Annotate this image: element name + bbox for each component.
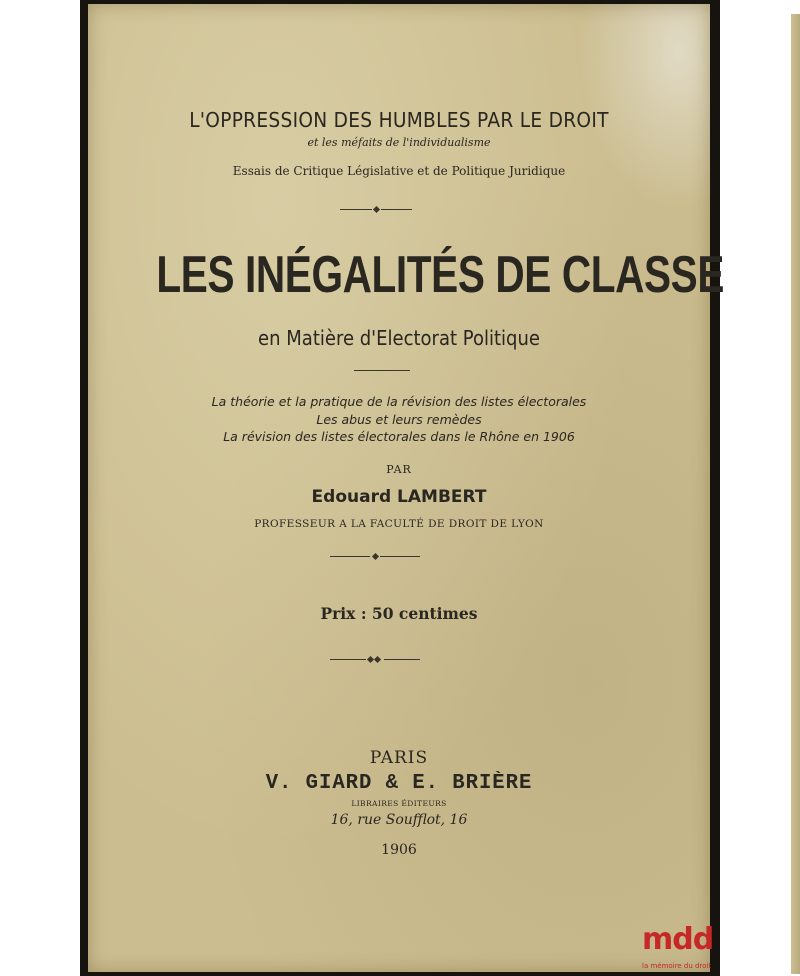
by-label: PAR	[386, 463, 412, 476]
logo-mark: mdd	[642, 922, 714, 957]
logo-caption: la mémoire du droit	[642, 962, 712, 970]
author-name: Edouard LAMBERT	[311, 487, 487, 507]
book-cover	[88, 4, 724, 972]
series-subtitle: et les méfaits de l'individualisme	[307, 136, 491, 149]
topic-line: La révision des listes électorales dans le Rhône en 1906	[223, 429, 575, 444]
ornament-rule-1	[340, 206, 412, 214]
series-title: L'OPPRESSION DES HUMBLES PAR LE DROIT	[189, 108, 609, 132]
series-essais: Essais de Critique Législative et de Politique Juridique	[232, 164, 566, 178]
main-title: LES INÉGALITÉS DE CLASSE	[156, 246, 724, 304]
publisher-name: V. GIARD & E. BRIÈRE	[265, 772, 533, 795]
topic-line: Les abus et leurs remèdes	[316, 412, 482, 427]
ornament-rule-4	[330, 656, 420, 664]
publisher-role: LIBRAIRES ÉDITEURS	[351, 799, 447, 808]
ornament-rule-3	[330, 553, 420, 561]
mdd-logo	[640, 922, 718, 976]
ornament-rule-2	[354, 367, 410, 375]
price: Prix : 50 centimes	[320, 604, 478, 623]
publication-year: 1906	[381, 842, 417, 858]
subtitle: en Matière d'Electorat Politique	[258, 326, 540, 350]
publisher-city: PARIS	[369, 748, 429, 768]
topic-line: La théorie et la pratique de la révision des listes électorales	[211, 394, 587, 409]
publisher-address: 16, rue Soufflot, 16	[330, 812, 468, 828]
cover-edge	[791, 14, 800, 974]
author-title: PROFESSEUR A LA FACULTÉ DE DROIT DE LYON	[254, 518, 544, 530]
